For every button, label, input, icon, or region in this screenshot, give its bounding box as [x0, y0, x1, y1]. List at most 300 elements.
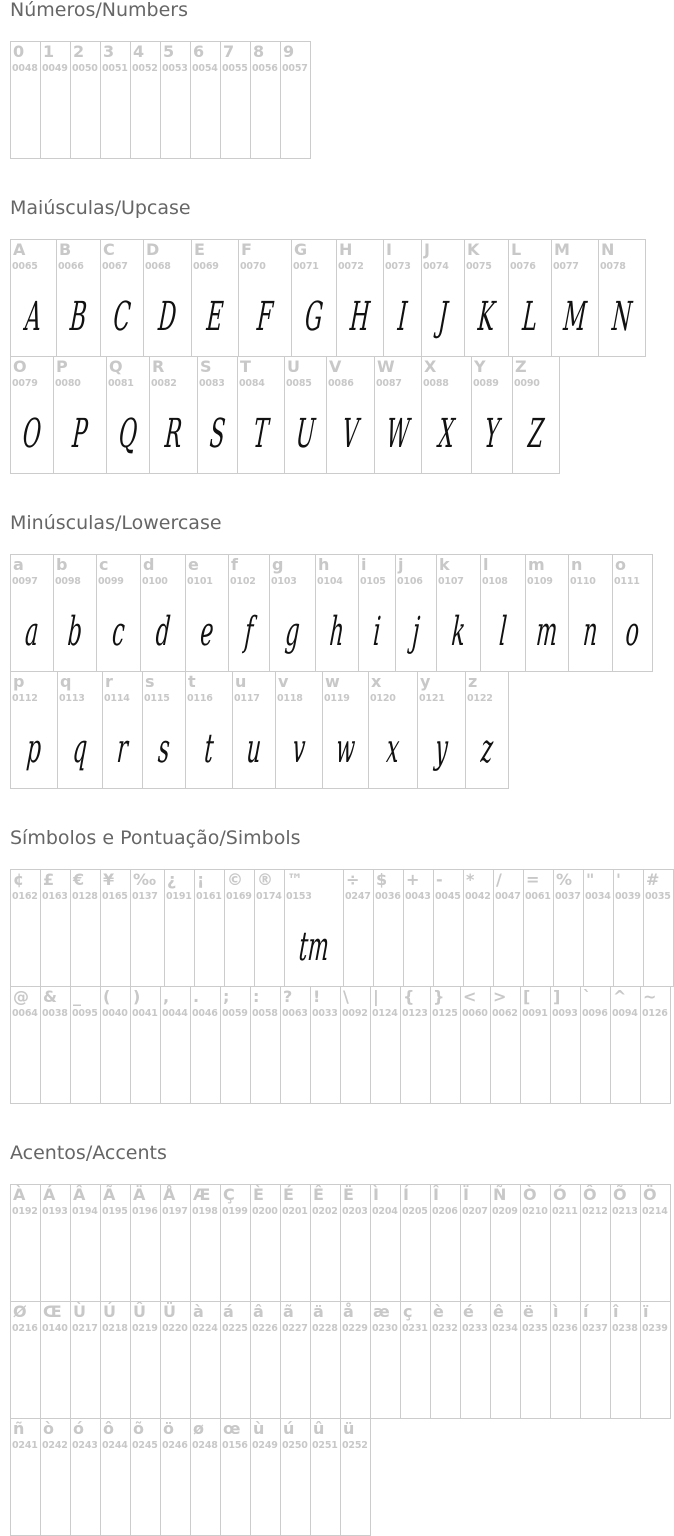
- glyph-code-label: 0088: [423, 378, 449, 389]
- glyph-row-accents-2: [10, 1301, 670, 1419]
- glyph-preview: [618, 916, 639, 978]
- glyph-preview: [345, 1231, 366, 1293]
- glyph-cell: [53, 356, 107, 474]
- glyph-character-label: f: [231, 555, 238, 574]
- glyph-preview: [15, 88, 36, 150]
- glyph-cell: [160, 1184, 191, 1302]
- glyph-code-label: 0118: [277, 693, 303, 704]
- glyph-code-label: 0248: [192, 1440, 218, 1451]
- glyph-character-label: ê: [493, 1302, 504, 1321]
- glyph-character-label: à: [193, 1302, 204, 1321]
- glyph-preview: [615, 1231, 636, 1293]
- glyph-cell: [463, 869, 494, 987]
- glyph-character-label: Y: [474, 357, 486, 376]
- glyph-character-label: Â: [73, 1185, 86, 1204]
- glyph-cell: [232, 671, 276, 789]
- glyph-code-label: 0106: [397, 576, 423, 587]
- glyph-character-label: 1: [43, 42, 55, 61]
- glyph-cell: [370, 1301, 401, 1419]
- glyph-character-label: B: [59, 240, 72, 259]
- glyph-character-label: È: [253, 1185, 264, 1204]
- glyph-code-label: 0206: [432, 1206, 458, 1217]
- glyph-preview: R: [163, 411, 184, 457]
- glyph-code-label: 0086: [328, 378, 354, 389]
- glyph-preview: h: [328, 609, 346, 655]
- glyph-cell: [140, 554, 186, 672]
- glyph-code-label: 0156: [222, 1440, 248, 1451]
- glyph-code-label: 0071: [293, 261, 319, 272]
- glyph-preview: [435, 1348, 456, 1410]
- glyph-preview: [465, 1348, 486, 1410]
- glyph-code-label: 0062: [492, 1008, 518, 1019]
- glyph-row-upcase-2: [10, 356, 559, 474]
- glyph-cell: [160, 986, 191, 1104]
- glyph-row-symbols-2: [10, 986, 670, 1104]
- glyph-cell: [57, 671, 103, 789]
- glyph-code-label: 0227: [282, 1323, 308, 1334]
- glyph-cell: [220, 986, 251, 1104]
- glyph-preview: [105, 1231, 126, 1293]
- glyph-character-label: P: [56, 357, 68, 376]
- glyph-code-label: 0035: [645, 891, 671, 902]
- glyph-character-label: î: [613, 1302, 619, 1321]
- glyph-code-label: 0102: [230, 576, 256, 587]
- glyph-code-label: 0169: [226, 891, 252, 902]
- glyph-character-label: Ù: [73, 1302, 86, 1321]
- glyph-preview: [375, 1033, 396, 1095]
- glyph-cell: [512, 356, 560, 474]
- glyph-cell: [340, 986, 371, 1104]
- glyph-cell: [640, 986, 671, 1104]
- glyph-preview: [105, 1465, 126, 1527]
- glyph-preview: [195, 88, 216, 150]
- glyph-character-label: p: [13, 672, 25, 691]
- glyph-preview: Z: [526, 411, 546, 457]
- glyph-code-label: 0103: [271, 576, 297, 587]
- glyph-preview: [255, 1033, 276, 1095]
- glyph-character-label: ö: [163, 1419, 174, 1438]
- glyph-code-label: 0246: [162, 1440, 188, 1451]
- glyph-preview: [225, 88, 246, 150]
- glyph-preview: S: [208, 411, 227, 457]
- glyph-preview: [15, 1465, 36, 1527]
- glyph-code-label: 0092: [342, 1008, 368, 1019]
- glyph-cell: [520, 1301, 551, 1419]
- glyph-preview: [105, 1348, 126, 1410]
- glyph-row-accents-3: [10, 1418, 370, 1536]
- glyph-character-label: õ: [133, 1419, 144, 1438]
- glyph-code-label: 0162: [12, 891, 38, 902]
- glyph-code-label: 0224: [192, 1323, 218, 1334]
- glyph-character-label: o: [615, 555, 626, 574]
- glyph-preview: [405, 1231, 426, 1293]
- glyph-preview: b: [66, 609, 84, 655]
- glyph-preview: [225, 1348, 246, 1410]
- glyph-character-label: :: [253, 987, 260, 1006]
- glyph-preview: [285, 88, 306, 150]
- glyph-character-label: j: [398, 555, 404, 574]
- glyph-preview: [45, 88, 66, 150]
- glyph-character-label: w: [325, 672, 340, 691]
- glyph-cell: [100, 1184, 131, 1302]
- glyph-cell: [100, 41, 131, 159]
- glyph-cell: [10, 1184, 41, 1302]
- glyph-preview: [648, 916, 669, 978]
- glyph-cell: [100, 1418, 131, 1536]
- glyph-preview: tm: [297, 924, 331, 970]
- glyph-cell: [130, 986, 161, 1104]
- glyph-code-label: 0061: [525, 891, 551, 902]
- glyph-cell: [291, 239, 337, 357]
- glyph-character-label: *: [466, 870, 475, 889]
- glyph-preview: c: [110, 609, 127, 655]
- glyph-character-label: ï: [643, 1302, 649, 1321]
- glyph-preview: p: [25, 726, 43, 772]
- glyph-preview: [375, 1231, 396, 1293]
- glyph-character-label: Q: [109, 357, 123, 376]
- glyph-preview: [45, 1033, 66, 1095]
- glyph-character-label: Œ: [43, 1302, 62, 1321]
- glyph-character-label: ,: [163, 987, 170, 1006]
- glyph-character-label: Ì: [373, 1185, 379, 1204]
- glyph-preview: K: [476, 294, 497, 340]
- glyph-character-label: v: [278, 672, 289, 691]
- glyph-cell: [383, 239, 422, 357]
- glyph-code-label: 0174: [256, 891, 282, 902]
- glyph-preview: [345, 1465, 366, 1527]
- glyph-cell: [336, 239, 384, 357]
- glyph-cell: [610, 986, 641, 1104]
- glyph-preview: [615, 1348, 636, 1410]
- glyph-cell: [368, 671, 418, 789]
- glyph-character-label: Ë: [343, 1185, 354, 1204]
- glyph-character-label: (: [103, 987, 111, 1006]
- glyph-preview: [285, 1465, 306, 1527]
- glyph-cell: [143, 239, 192, 357]
- glyph-character-label: Ø: [13, 1302, 27, 1321]
- glyph-preview: D: [156, 294, 179, 340]
- glyph-code-label: 0242: [42, 1440, 68, 1451]
- glyph-preview: [15, 916, 36, 978]
- glyph-code-label: 0250: [282, 1440, 308, 1451]
- glyph-cell: [238, 239, 292, 357]
- glyph-code-label: 0091: [522, 1008, 548, 1019]
- glyph-cell: [160, 41, 191, 159]
- glyph-character-label: x: [371, 672, 382, 691]
- glyph-code-label: 0120: [370, 693, 396, 704]
- glyph-character-label: ": [586, 870, 595, 889]
- glyph-preview: [195, 1033, 216, 1095]
- glyph-character-label: !: [313, 987, 321, 1006]
- glyph-character-label: ç: [403, 1302, 413, 1321]
- glyph-cell: [70, 1184, 101, 1302]
- glyph-preview: [525, 1033, 546, 1095]
- glyph-character-label: Î: [433, 1185, 439, 1204]
- glyph-character-label: ò: [43, 1419, 54, 1438]
- glyph-code-label: 0128: [72, 891, 98, 902]
- glyph-cell: [70, 986, 101, 1104]
- glyph-code-label: 0085: [286, 378, 312, 389]
- glyph-preview: [229, 916, 250, 978]
- glyph-code-label: 0249: [252, 1440, 278, 1451]
- glyph-character-label: #: [646, 870, 660, 889]
- glyph-preview: [75, 916, 96, 978]
- glyph-cell: [400, 1301, 431, 1419]
- glyph-code-label: 0123: [402, 1008, 428, 1019]
- glyph-code-label: 0033: [312, 1008, 338, 1019]
- glyph-cell: [220, 1418, 251, 1536]
- glyph-cell: [53, 554, 97, 672]
- glyph-cell: [471, 356, 513, 474]
- glyph-row-lowercase-1: [10, 554, 652, 672]
- glyph-code-label: 0117: [234, 693, 260, 704]
- glyph-preview: C: [111, 294, 133, 340]
- glyph-character-label: Z: [515, 357, 527, 376]
- glyph-character-label: S: [200, 357, 212, 376]
- glyph-preview: j: [410, 609, 422, 655]
- glyph-code-label: 0080: [55, 378, 81, 389]
- glyph-cell: [102, 671, 143, 789]
- glyph-character-label: À: [13, 1185, 26, 1204]
- glyph-code-label: 0095: [72, 1008, 98, 1019]
- glyph-preview: U: [294, 411, 317, 457]
- glyph-cell: [395, 554, 437, 672]
- glyph-preview: [75, 1033, 96, 1095]
- glyph-code-label: 0109: [527, 576, 553, 587]
- glyph-preview: [588, 916, 609, 978]
- glyph-cell: [40, 1184, 71, 1302]
- glyph-code-label: 0037: [555, 891, 581, 902]
- glyph-code-label: 0090: [514, 378, 540, 389]
- glyph-cell: [190, 986, 221, 1104]
- glyph-row-symbols-1: [10, 869, 673, 987]
- glyph-preview: [315, 1465, 336, 1527]
- glyph-code-label: 0044: [162, 1008, 188, 1019]
- glyph-preview: [135, 88, 156, 150]
- glyph-cell: [70, 1418, 101, 1536]
- glyph-cell: [520, 1184, 551, 1302]
- glyph-code-label: 0192: [12, 1206, 38, 1217]
- glyph-character-label: Õ: [613, 1185, 627, 1204]
- glyph-code-label: 0087: [376, 378, 402, 389]
- glyph-character-label: ã: [283, 1302, 294, 1321]
- glyph-preview: k: [450, 609, 467, 655]
- glyph-code-label: 0233: [462, 1323, 488, 1334]
- glyph-cell: [480, 554, 526, 672]
- glyph-code-label: 0110: [570, 576, 596, 587]
- glyph-code-label: 0046: [192, 1008, 218, 1019]
- glyph-character-label: b: [56, 555, 68, 574]
- glyph-code-label: 0081: [108, 378, 134, 389]
- glyph-character-label: |: [373, 987, 379, 1006]
- glyph-preview: [225, 1033, 246, 1095]
- glyph-character-label: a: [13, 555, 24, 574]
- glyph-code-label: 0054: [192, 63, 218, 74]
- glyph-character-label: s: [145, 672, 155, 691]
- glyph-code-label: 0121: [419, 693, 445, 704]
- glyph-character-label: ¿: [167, 870, 177, 889]
- glyph-preview: r: [115, 726, 130, 772]
- glyph-preview: v: [291, 726, 307, 772]
- glyph-cell: [310, 1301, 341, 1419]
- glyph-preview: W: [384, 411, 412, 457]
- glyph-cell: [250, 41, 281, 159]
- glyph-preview: f: [243, 609, 255, 655]
- glyph-preview: [645, 1348, 666, 1410]
- glyph-cell: [160, 1301, 191, 1419]
- glyph-code-label: 0124: [372, 1008, 398, 1019]
- glyph-code-label: 0065: [12, 261, 38, 272]
- glyph-preview: [255, 1348, 276, 1410]
- glyph-code-label: 0234: [492, 1323, 518, 1334]
- glyph-preview: [255, 88, 276, 150]
- glyph-cell: [224, 869, 255, 987]
- glyph-character-label: ü: [343, 1419, 355, 1438]
- glyph-character-label: k: [439, 555, 450, 574]
- glyph-code-label: 0070: [240, 261, 266, 272]
- glyph-row-lowercase-2: [10, 671, 508, 789]
- glyph-code-label: 0116: [187, 693, 213, 704]
- glyph-preview: Q: [117, 411, 139, 457]
- glyph-preview: [165, 1465, 186, 1527]
- glyph-cell: [275, 671, 323, 789]
- glyph-preview: [495, 1348, 516, 1410]
- glyph-code-label: 0244: [102, 1440, 128, 1451]
- glyph-cell: [550, 1184, 581, 1302]
- glyph-cell: [228, 554, 270, 672]
- glyph-row-upcase-1: [10, 239, 645, 357]
- glyph-code-label: 0108: [482, 576, 508, 587]
- glyph-cell: [40, 41, 71, 159]
- glyph-character-label: Ã: [103, 1185, 116, 1204]
- glyph-character-label: ¥: [103, 870, 115, 889]
- glyph-preview: e: [198, 609, 216, 655]
- glyph-code-label: 0073: [385, 261, 411, 272]
- glyph-code-label: 0111: [614, 576, 640, 587]
- glyph-cell: [100, 869, 131, 987]
- glyph-code-label: 0043: [405, 891, 431, 902]
- glyph-code-label: 0034: [585, 891, 611, 902]
- glyph-preview: I: [396, 294, 409, 340]
- glyph-preview: [465, 1231, 486, 1293]
- glyph-preview: s: [156, 726, 172, 772]
- glyph-preview: [195, 1231, 216, 1293]
- glyph-code-label: 0107: [438, 576, 464, 587]
- glyph-code-label: 0213: [612, 1206, 638, 1217]
- glyph-code-label: 0201: [282, 1206, 308, 1217]
- glyph-cell: [190, 1184, 221, 1302]
- glyph-cell: [237, 356, 285, 474]
- glyph-character-label: {: [403, 987, 415, 1006]
- glyph-character-label: U: [287, 357, 300, 376]
- glyph-code-label: 0105: [360, 576, 386, 587]
- section-title-symbols: Símbolos e Pontuação/Simbols: [10, 827, 301, 849]
- glyph-cell: [643, 869, 674, 987]
- glyph-cell: [525, 554, 569, 672]
- glyph-preview: [165, 88, 186, 150]
- glyph-cell: [520, 986, 551, 1104]
- glyph-cell: [460, 1184, 491, 1302]
- glyph-cell: [490, 1184, 521, 1302]
- glyph-preview: N: [610, 294, 634, 340]
- glyph-cell: [612, 554, 653, 672]
- glyph-code-label: 0218: [102, 1323, 128, 1334]
- glyph-cell: [493, 869, 524, 987]
- glyph-code-label: 0140: [42, 1323, 68, 1334]
- glyph-preview: J: [436, 294, 450, 340]
- glyph-preview: [165, 1231, 186, 1293]
- glyph-cell: [315, 554, 359, 672]
- glyph-preview: [345, 1348, 366, 1410]
- glyph-code-label: 0202: [312, 1206, 338, 1217]
- glyph-character-label: F: [241, 240, 252, 259]
- glyph-character-label: ó: [73, 1419, 84, 1438]
- glyph-preview: [585, 1231, 606, 1293]
- glyph-preview: A: [23, 294, 44, 340]
- glyph-code-label: 0209: [492, 1206, 518, 1217]
- glyph-cell: [191, 239, 239, 357]
- glyph-code-label: 0247: [345, 891, 371, 902]
- glyph-code-label: 0101: [187, 576, 213, 587]
- glyph-preview: G: [303, 294, 325, 340]
- glyph-preview: M: [561, 294, 589, 340]
- glyph-cell: [343, 869, 374, 987]
- glyph-character-label: K: [467, 240, 480, 259]
- glyph-character-label: d: [143, 555, 155, 574]
- glyph-preview: [75, 88, 96, 150]
- glyph-cell: [130, 1418, 161, 1536]
- glyph-character-label: ù: [253, 1419, 265, 1438]
- glyph-code-label: 0232: [432, 1323, 458, 1334]
- glyph-character-label: ': [616, 870, 621, 889]
- glyph-cell: [370, 986, 401, 1104]
- glyph-preview: O: [21, 411, 43, 457]
- glyph-cell: [400, 986, 431, 1104]
- glyph-character-label: Å: [163, 1185, 176, 1204]
- glyph-cell: [194, 869, 225, 987]
- glyph-preview: [45, 1231, 66, 1293]
- glyph-preview: m: [534, 609, 560, 655]
- glyph-character-label: n: [571, 555, 583, 574]
- glyph-code-label: 0238: [612, 1323, 638, 1334]
- glyph-character-label: X: [424, 357, 437, 376]
- glyph-character-label: Í: [403, 1185, 409, 1204]
- glyph-preview: [259, 916, 280, 978]
- glyph-preview: [555, 1348, 576, 1410]
- glyph-cell: [358, 554, 396, 672]
- glyph-cell: [185, 554, 229, 672]
- glyph-character-label: %: [556, 870, 573, 889]
- glyph-cell: [430, 986, 461, 1104]
- glyph-cell: [70, 41, 101, 159]
- glyph-character-label: ®: [257, 870, 273, 889]
- glyph-cell: [250, 986, 281, 1104]
- glyph-code-label: 0047: [495, 891, 521, 902]
- glyph-character-label: 3: [103, 42, 115, 61]
- glyph-code-label: 0089: [473, 378, 499, 389]
- glyph-preview: [105, 88, 126, 150]
- glyph-preview: [405, 1348, 426, 1410]
- glyph-character-label: á: [223, 1302, 234, 1321]
- glyph-code-label: 0100: [142, 576, 168, 587]
- glyph-character-label: O: [13, 357, 27, 376]
- glyph-character-label: +: [406, 870, 420, 889]
- glyph-cell: [430, 1184, 461, 1302]
- glyph-preview: [468, 916, 489, 978]
- glyph-preview: [15, 1348, 36, 1410]
- glyph-character-label: €: [73, 870, 85, 889]
- glyph-cell: [610, 1184, 641, 1302]
